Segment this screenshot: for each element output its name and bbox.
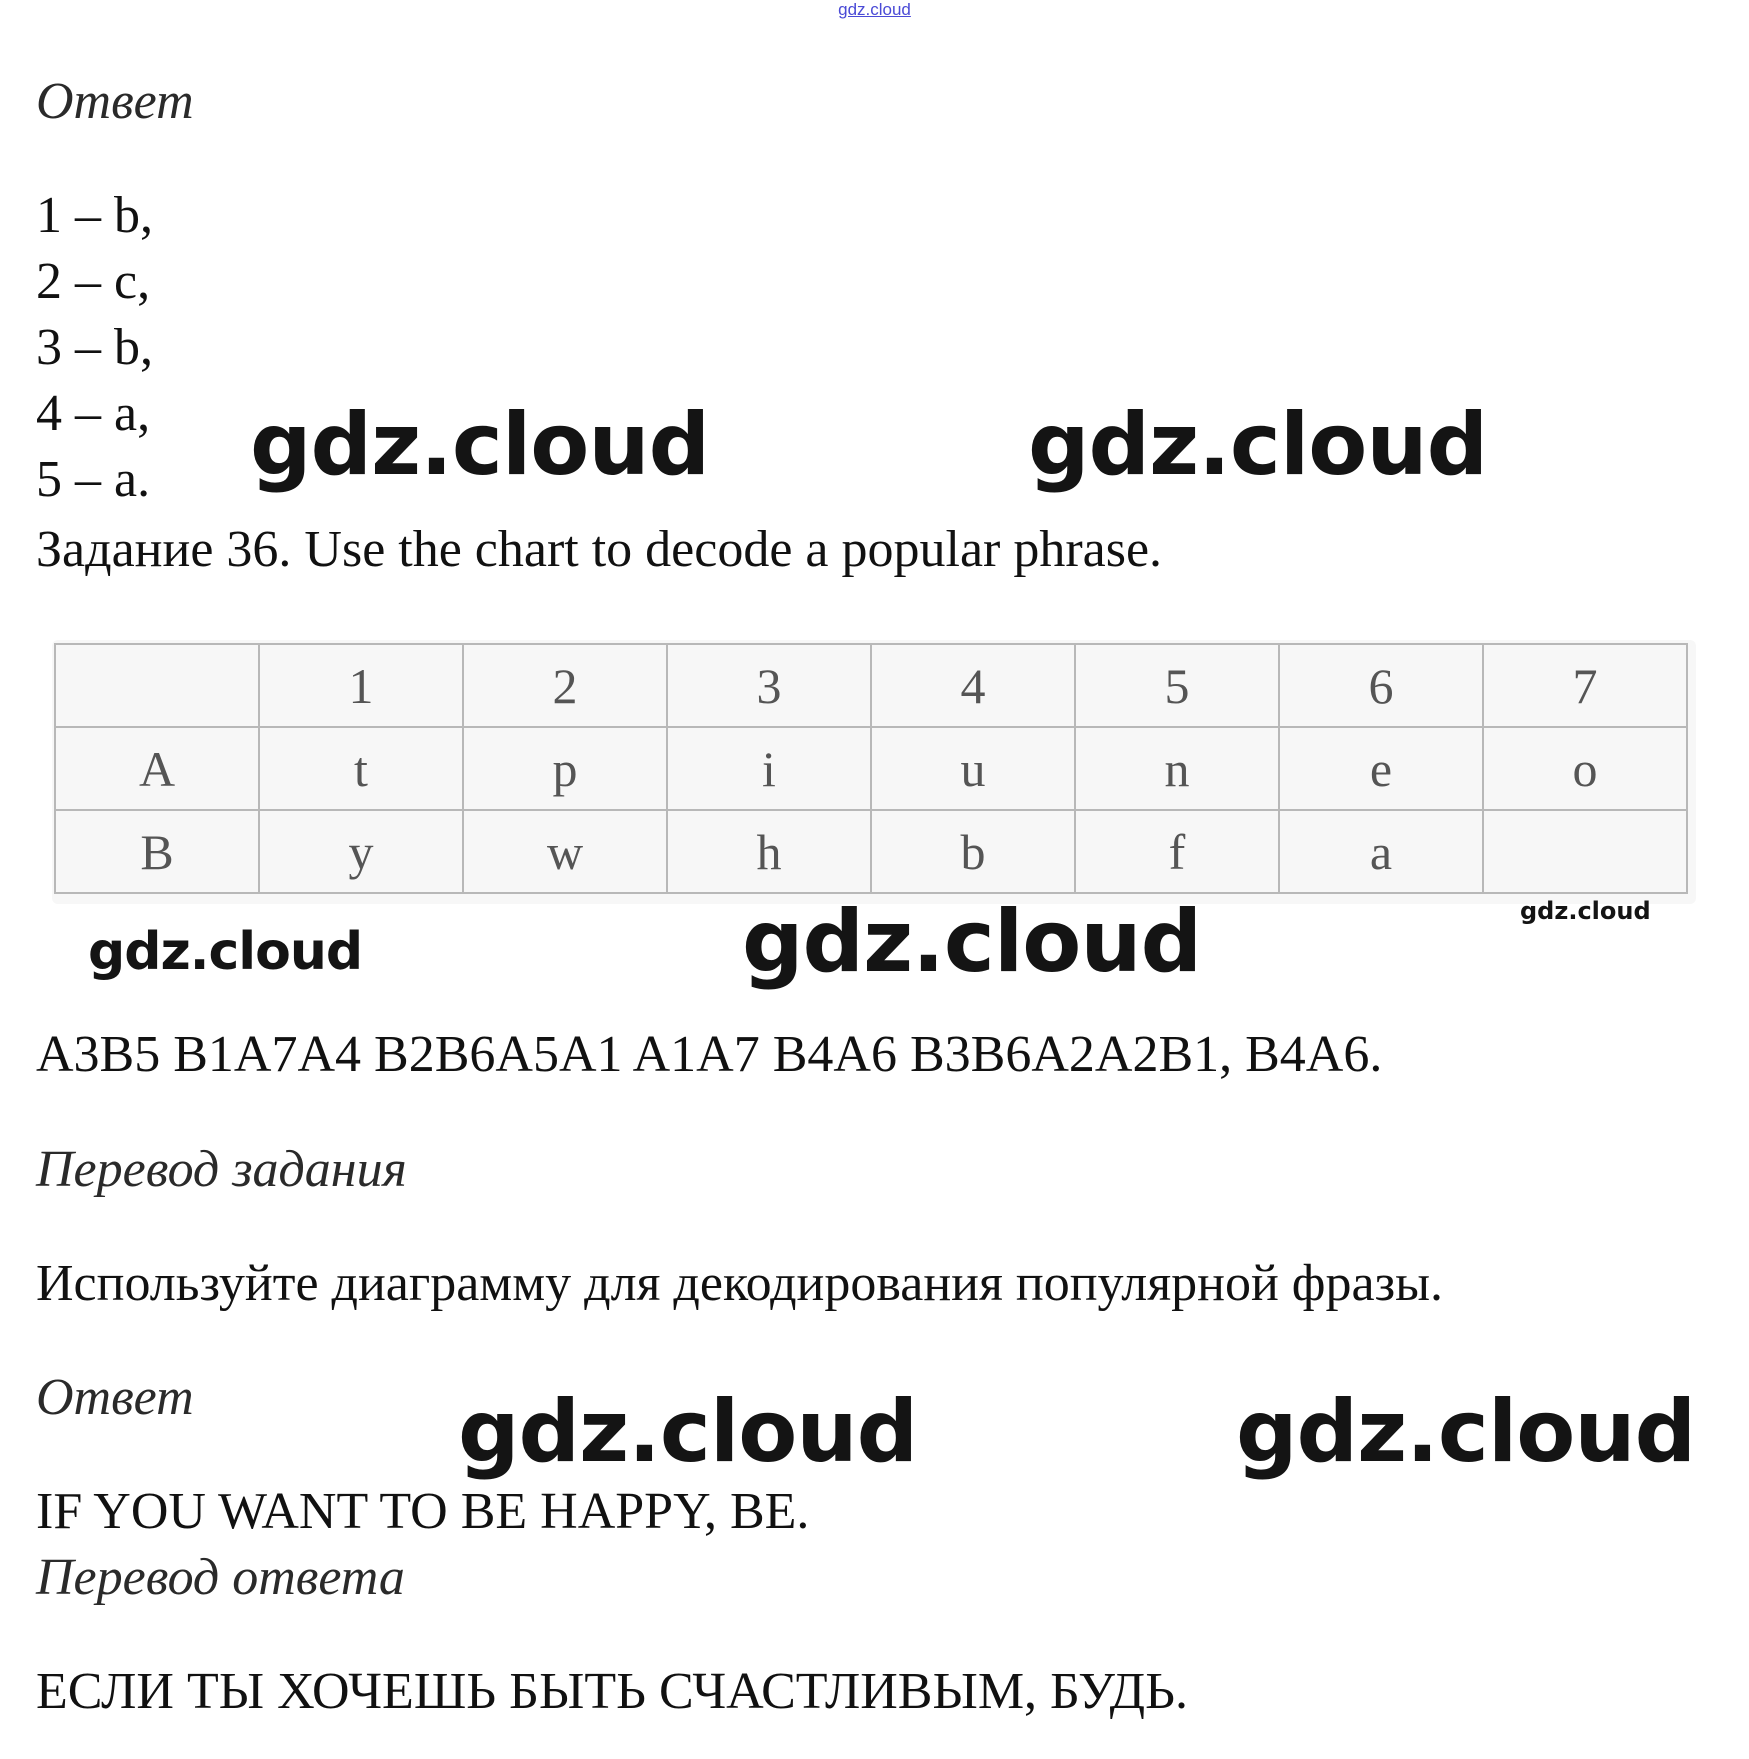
chart-row-label: B <box>55 810 259 893</box>
chart-col-header: 1 <box>259 644 463 727</box>
chart-cell <box>1483 810 1687 893</box>
code-chart-panel <box>52 640 1696 904</box>
chart-row-b <box>55 810 1687 893</box>
chart-cell: i <box>667 727 871 810</box>
watermark: gdz.cloud <box>742 892 1202 992</box>
answer2-heading: Ответ <box>36 1369 194 1426</box>
chart-col-header: 6 <box>1279 644 1483 727</box>
chart-cell: f <box>1075 810 1279 893</box>
chart-cell: a <box>1279 810 1483 893</box>
chart-cell: w <box>463 810 667 893</box>
chart-row-label: A <box>55 727 259 810</box>
chart-col-header: 2 <box>463 644 667 727</box>
chart-cell: n <box>1075 727 1279 810</box>
answer-item-5: 5 – a. <box>36 451 151 508</box>
answer-item-1: 1 – b, <box>36 187 153 244</box>
chart-cell: u <box>871 727 1075 810</box>
watermark: gdz.cloud <box>1028 395 1488 495</box>
code-chart <box>54 643 1688 894</box>
chart-cell: t <box>259 727 463 810</box>
chart-corner-cell <box>55 644 259 727</box>
translation-answer-heading: Перевод ответа <box>36 1549 405 1606</box>
chart-col-header: 4 <box>871 644 1075 727</box>
chart-cell: e <box>1279 727 1483 810</box>
chart-cell: p <box>463 727 667 810</box>
watermark: gdz.cloud <box>1236 1382 1696 1482</box>
watermark: gdz.cloud <box>458 1382 918 1482</box>
task-text: Задание 36. Use the chart to decode a popular phrase. <box>36 521 1163 578</box>
translation-answer-text: ЕСЛИ ТЫ ХОЧЕШЬ БЫТЬ СЧАСТЛИВЫМ, БУДЬ. <box>36 1663 1188 1720</box>
chart-row-a <box>55 727 1687 810</box>
answer2-text: IF YOU WANT TO BE HAPPY, BE. <box>36 1483 810 1540</box>
chart-col-header: 7 <box>1483 644 1687 727</box>
chart-cell: y <box>259 810 463 893</box>
chart-cell: o <box>1483 727 1687 810</box>
answer-item-3: 3 – b, <box>36 319 153 376</box>
chart-cell: h <box>667 810 871 893</box>
chart-cell: b <box>871 810 1075 893</box>
chart-col-header: 5 <box>1075 644 1279 727</box>
translation-task-heading: Перевод задания <box>36 1141 407 1198</box>
code-line: A3B5 B1A7A4 B2B6A5A1 A1A7 B4A6 B3B6A2A2B1, B4A6. <box>36 1026 1383 1083</box>
chart-col-header: 3 <box>667 644 871 727</box>
answer-item-2: 2 – c, <box>36 253 151 310</box>
translation-task-text: Используйте диаграмму для декодирования популярной фразы. <box>36 1255 1444 1312</box>
watermark: gdz.cloud <box>88 922 363 982</box>
chart-header-row <box>55 644 1687 727</box>
watermark: gdz.cloud <box>250 395 710 495</box>
watermark: gdz.cloud <box>1520 897 1651 925</box>
answer-heading: Ответ <box>36 73 194 130</box>
site-link[interactable]: gdz.cloud <box>838 0 911 19</box>
answer-item-4: 4 – a, <box>36 385 151 442</box>
